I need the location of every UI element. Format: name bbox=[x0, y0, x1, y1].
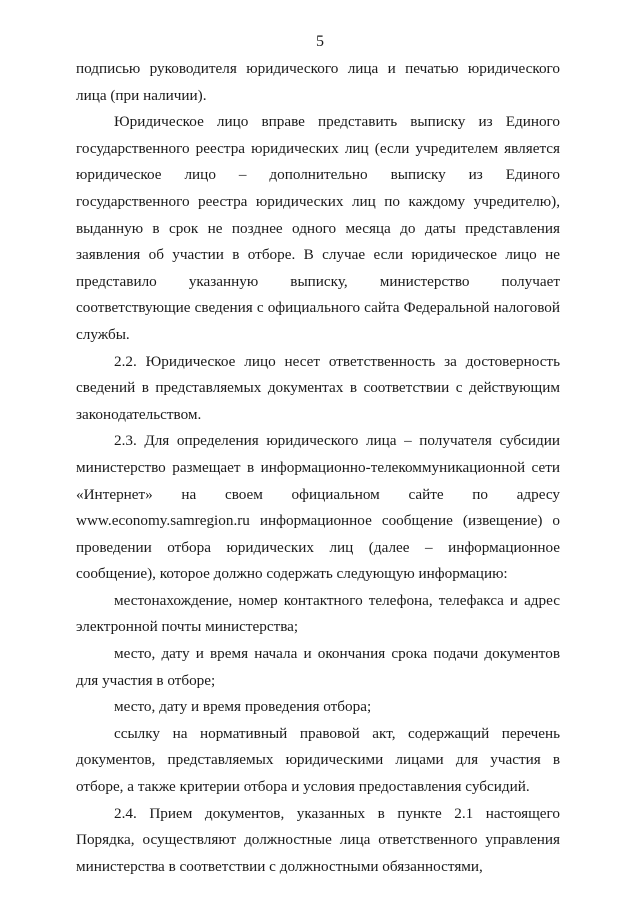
paragraph-registry-extract: Юридическое лицо вправе представить выписку из Единого государственного реестра юридических лиц (если учредителем является юридическое лицо – дополнительно выписку из Единого государственного реестра юридических лиц по каждому учредителю), выданную в срок не позднее одного месяца до даты представления заявления об участии в отборе. В случае если юридическое лицо не представило указанную выписку, министерство получает соответствующие сведения с официального сайта Федеральной налоговой службы. bbox=[76, 113, 560, 343]
page-number: 5 bbox=[316, 33, 324, 50]
list-item-submission-dates: место, дату и время начала и окончания срока подачи документов для участия в отборе; bbox=[76, 645, 560, 689]
paragraph-signature-continuation: подписью руководителя юридического лица и печатью юридического лица (при наличии). bbox=[76, 60, 560, 104]
list-item-location: местонахождение, номер контактного телефона, телефакса и адрес электронной почты министерства; bbox=[76, 591, 560, 636]
document-body bbox=[76, 56, 560, 880]
list-item-legal-act-link: ссылку на нормативный правовой акт, содержащий перечень документов, представляемых юридическими лицами для участия в отборе, а также критерии отбора и условия предоставления субсидий. bbox=[76, 724, 560, 796]
paragraph-2-2: 2.2. Юридическое лицо несет ответственность за достоверность сведений в представляемых документах в соответствии с действующим законодательством. bbox=[76, 352, 560, 423]
paragraph-2-3: 2.3. Для определения юридического лица – получателя субсидии министерство размещает в информационно-телекоммуникационной сети «Интернет» на своем официальном сайте по адресу www.economy.samregion.ru информационное сообщение (извещение) о проведении отбора юридических лиц (далее – информационное сообщение), которое должно содержать следующую информацию: bbox=[76, 432, 560, 583]
list-item-selection-place: место, дату и время проведения отбора; bbox=[114, 698, 372, 716]
paragraph-2-4: 2.4. Прием документов, указанных в пункте 2.1 настоящего Порядка, осуществляют должностные лица ответственного управления министерства в соответствии с должностными обязанностями, bbox=[76, 804, 560, 875]
